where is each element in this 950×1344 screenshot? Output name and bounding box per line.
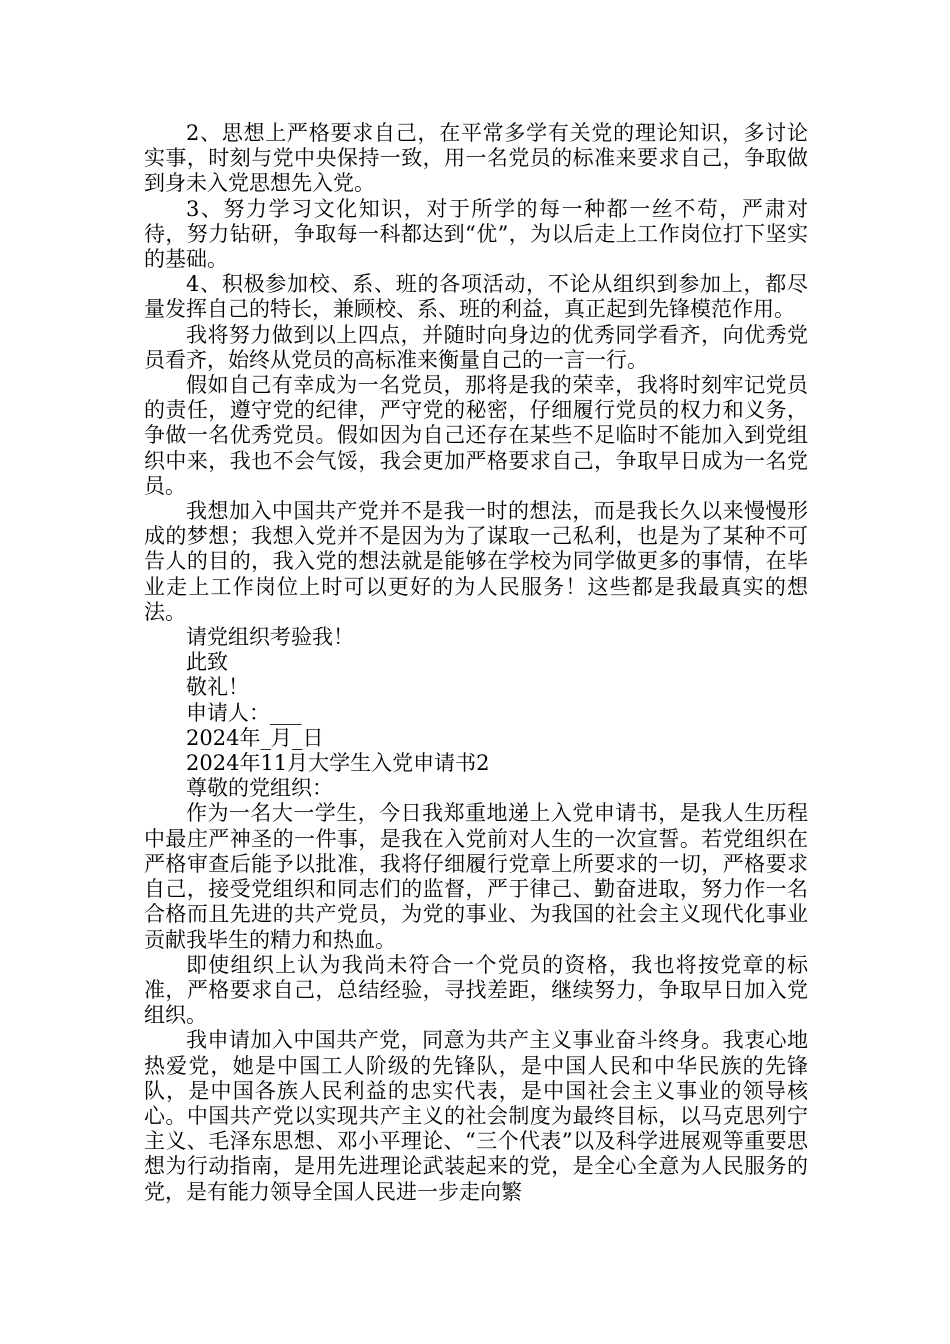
document-page	[144, 121, 808, 1205]
paragraph-introduction: 作为一名大一学生，今日我郑重地递上入党申请书，是我人生历程中最庄严神圣的一件事，是我在入党前对人生的一次宣誓。若党组织在严格审查后能予以批准，我将仔细履行党章上所要求的一切，严格要求自己，接受党组织和同志们的监督，严于律己、勤奋进取，努力作一名合格而且先进的共产党员，为党的事业、为我国的社会主义现代化事业贡献我毕生的精力和热血。	[144, 801, 808, 952]
paragraph-point-2: 2、思想上严格要求自己，在平常多学有关党的理论知识，多讨论实事，时刻与党中央保持一致，用一名党员的标准来要求自己，争取做到身未入党思想先入党。	[144, 121, 808, 196]
line-applicant: 申请人：___	[186, 700, 302, 725]
line-salutation: 尊敬的党组织：	[186, 776, 333, 801]
line-date: 2024年_月_日	[186, 725, 324, 750]
section-title-letter-2: 2024年11月大学生入党申请书2	[186, 751, 490, 776]
line-request-test: 请党组织考验我！	[186, 625, 354, 650]
paragraph-motivation: 我想加入中国共产党并不是我一时的想法，而是我长久以来慢慢形成的梦想；我想入党并不是因为为了谋取一己私利，也是为了某种不可告人的目的，我入党的想法就是能够在学校为同学做更多的事情，在毕业走上工作岗位上时可以更好的为人民服务！这些都是我最真实的想法。	[144, 499, 808, 624]
line-closing-jingli: 敬礼！	[186, 675, 249, 700]
paragraph-point-4: 4、积极参加校、系、班的各项活动，不论从组织到参加上，都尽量发挥自己的特长，兼顾校、系、班的利益，真正起到先锋模范作用。	[144, 272, 808, 322]
paragraph-point-3: 3、努力学习文化知识，对于所学的每一种都一丝不苟，严肃对待，努力钻研，争取每一科都达到“优”，为以后走上工作岗位打下坚实的基础。	[144, 196, 808, 272]
paragraph-summary: 我将努力做到以上四点，并随时向身边的优秀同学看齐，向优秀党员看齐，始终从党员的高标准来衡量自己的一言一行。	[144, 322, 808, 372]
paragraph-commitment: 即使组织上认为我尚未符合一个党员的资格，我也将按党章的标准，严格要求自己，总结经验，寻找差距，继续努力，争取早日加入党组织。	[144, 952, 808, 1028]
line-closing-cizhi: 此致	[186, 650, 228, 675]
paragraph-party-description: 我申请加入中国共产党，同意为共产主义事业奋斗终身。我衷心地热爱党，她是中国工人阶级的先锋队，是中国人民和中华民族的先锋队，是中国各族人民利益的忠实代表，是中国社会主义事业的领导核心。中国共产党以实现共产主义的社会制度为最终目标，以马克思列宁主义、毛泽东思想、邓小平理论、“三个代表”以及科学进展观等重要思想为行动指南，是用先进理论武装起来的党，是全心全意为人民服务的党，是有能力领导全国人民进一步走向繁	[144, 1028, 808, 1204]
paragraph-honor: 假如自己有幸成为一名党员，那将是我的荣幸，我将时刻牢记党员的责任，遵守党的纪律，严守党的秘密，仔细履行党员的权力和义务，争做一名优秀党员。假如因为自己还存在某些不足临时不能加入到党组织中来，我也不会气馁，我会更加严格要求自己，争取早日成为一名党员。	[144, 373, 808, 498]
